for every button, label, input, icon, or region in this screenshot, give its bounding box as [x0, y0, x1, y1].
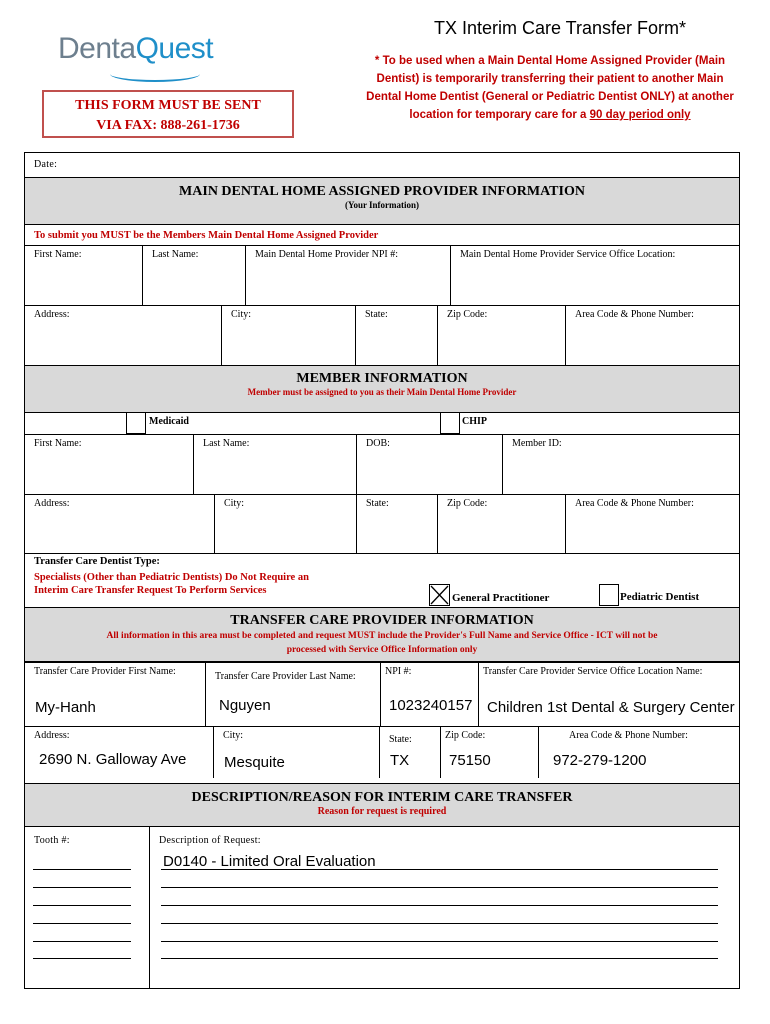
pediatric-dentist-label: Pediatric Dentist	[620, 591, 700, 603]
tooth-label: Tooth #:	[34, 835, 70, 846]
member-subheading: Member must be assigned to you as their Main Dental Home Provider	[247, 387, 517, 397]
transfer-npi-value: 1023240157	[389, 697, 473, 714]
form-subtitle: * To be used when a Main Dental Home Assigned Provider (Main Dentist) is temporarily transferring their patient to another Main Dental Home Dentist (General or Pediatric Dentist ONLY) at another location for temporary care for a 90 day period only	[366, 55, 734, 121]
member-phone-field[interactable]: Area Code & Phone Number:	[565, 494, 739, 553]
transfer-address-value: 2690 N. Galloway Ave	[39, 751, 187, 768]
provider-heading: MAIN DENTAL HOME ASSIGNED PROVIDER INFORMATION	[179, 184, 585, 199]
general-practitioner-checkbox[interactable]	[429, 584, 450, 606]
member-zip-field[interactable]: Zip Code:	[437, 494, 565, 553]
provider-section-header	[25, 177, 739, 225]
transfer-last-name-field[interactable]: Transfer Care Provider Last Name:	[205, 662, 380, 726]
member-last-name-field[interactable]: Last Name:	[193, 434, 356, 494]
member-state-field[interactable]: State:	[356, 494, 437, 553]
member-dob-field[interactable]: DOB:	[356, 434, 502, 494]
description-section-header	[25, 783, 739, 827]
description-value: D0140 - Limited Oral Evaluation	[163, 853, 376, 870]
dentist-type-note: Specialists (Other than Pediatric Dentists) Do Not Require an Interim Care Transfer Request To Perform Services	[34, 572, 309, 596]
provider-office-field[interactable]: Main Dental Home Provider Service Office Location:	[450, 245, 739, 305]
transfer-zip-value: 75150	[449, 752, 491, 769]
transfer-state-field[interactable]: State:	[379, 726, 440, 778]
transfer-npi-field[interactable]: NPI #:	[380, 662, 478, 726]
dentaquest-logo: DentaQuest	[58, 32, 214, 65]
transfer-office-field[interactable]: Transfer Care Provider Service Office Location Name:	[478, 662, 739, 726]
form-title: TX Interim Care Transfer Form*	[433, 18, 687, 38]
logo-swoosh	[110, 66, 200, 82]
transfer-note: All information in this area must be completed and request MUST include the Provider's Full Name and Service Office - ICT will not be processed with Service Office Information only	[106, 631, 658, 655]
description-heading: DESCRIPTION/REASON FOR INTERIM CARE TRANSFER	[191, 790, 573, 805]
transfer-address-field[interactable]: Address:	[25, 726, 213, 778]
description-subheading: Reason for request is required	[317, 806, 447, 817]
provider-npi-field[interactable]: Main Dental Home Provider NPI #:	[245, 245, 450, 305]
transfer-phone-field[interactable]: Area Code & Phone Number:	[538, 726, 739, 778]
transfer-last-name-value: Nguyen	[219, 697, 271, 714]
transfer-office-value: Children 1st Dental & Surgery Center	[487, 699, 735, 716]
provider-note: To submit you MUST be the Members Main Dental Home Assigned Provider	[34, 230, 379, 241]
member-section-header	[25, 365, 739, 413]
provider-first-name-field[interactable]: First Name:	[25, 245, 142, 305]
provider-address-field[interactable]: Address:	[25, 305, 221, 365]
provider-state-field[interactable]: State:	[355, 305, 437, 365]
fax-line-1: THIS FORM MUST BE SENT	[75, 98, 261, 113]
member-city-field[interactable]: City:	[214, 494, 356, 553]
general-practitioner-label: General Practitioner	[452, 592, 550, 604]
provider-subheading: (Your Information)	[344, 200, 420, 210]
fax-notice-box	[42, 90, 294, 138]
provider-phone-field[interactable]: Area Code & Phone Number:	[565, 305, 739, 365]
member-id-field[interactable]: Member ID:	[502, 434, 739, 494]
member-first-name-field[interactable]: First Name:	[25, 434, 193, 494]
date-label: Date:	[34, 159, 58, 170]
pediatric-dentist-checkbox[interactable]	[599, 584, 619, 606]
chip-label: CHIP	[462, 416, 487, 427]
transfer-first-name-value: My-Hanh	[35, 699, 96, 716]
transfer-state-value: TX	[390, 752, 410, 769]
provider-last-name-field[interactable]: Last Name:	[142, 245, 245, 305]
transfer-city-field[interactable]: City:	[213, 726, 379, 778]
check-x-icon	[430, 585, 449, 605]
medicaid-checkbox[interactable]	[126, 412, 146, 434]
transfer-first-name-field[interactable]: Transfer Care Provider First Name:	[25, 662, 205, 726]
member-address-field[interactable]: Address:	[25, 494, 214, 553]
transfer-heading: TRANSFER CARE PROVIDER INFORMATION	[230, 613, 534, 628]
member-heading: MEMBER INFORMATION	[296, 371, 468, 386]
form-body	[24, 152, 740, 989]
transfer-zip-field[interactable]: Zip Code:	[440, 726, 538, 778]
provider-zip-field[interactable]: Zip Code:	[437, 305, 565, 365]
fax-line-2: VIA FAX: 888-261-1736	[96, 118, 240, 133]
medicaid-label: Medicaid	[149, 416, 189, 427]
dentist-type-label: Transfer Care Dentist Type:	[34, 556, 160, 567]
transfer-city-value: Mesquite	[224, 754, 285, 771]
transfer-section-header	[25, 607, 739, 662]
description-label: Description of Request:	[159, 835, 261, 846]
transfer-phone-value: 972-279-1200	[553, 752, 647, 769]
provider-city-field[interactable]: City:	[221, 305, 355, 365]
chip-checkbox[interactable]	[440, 412, 460, 434]
